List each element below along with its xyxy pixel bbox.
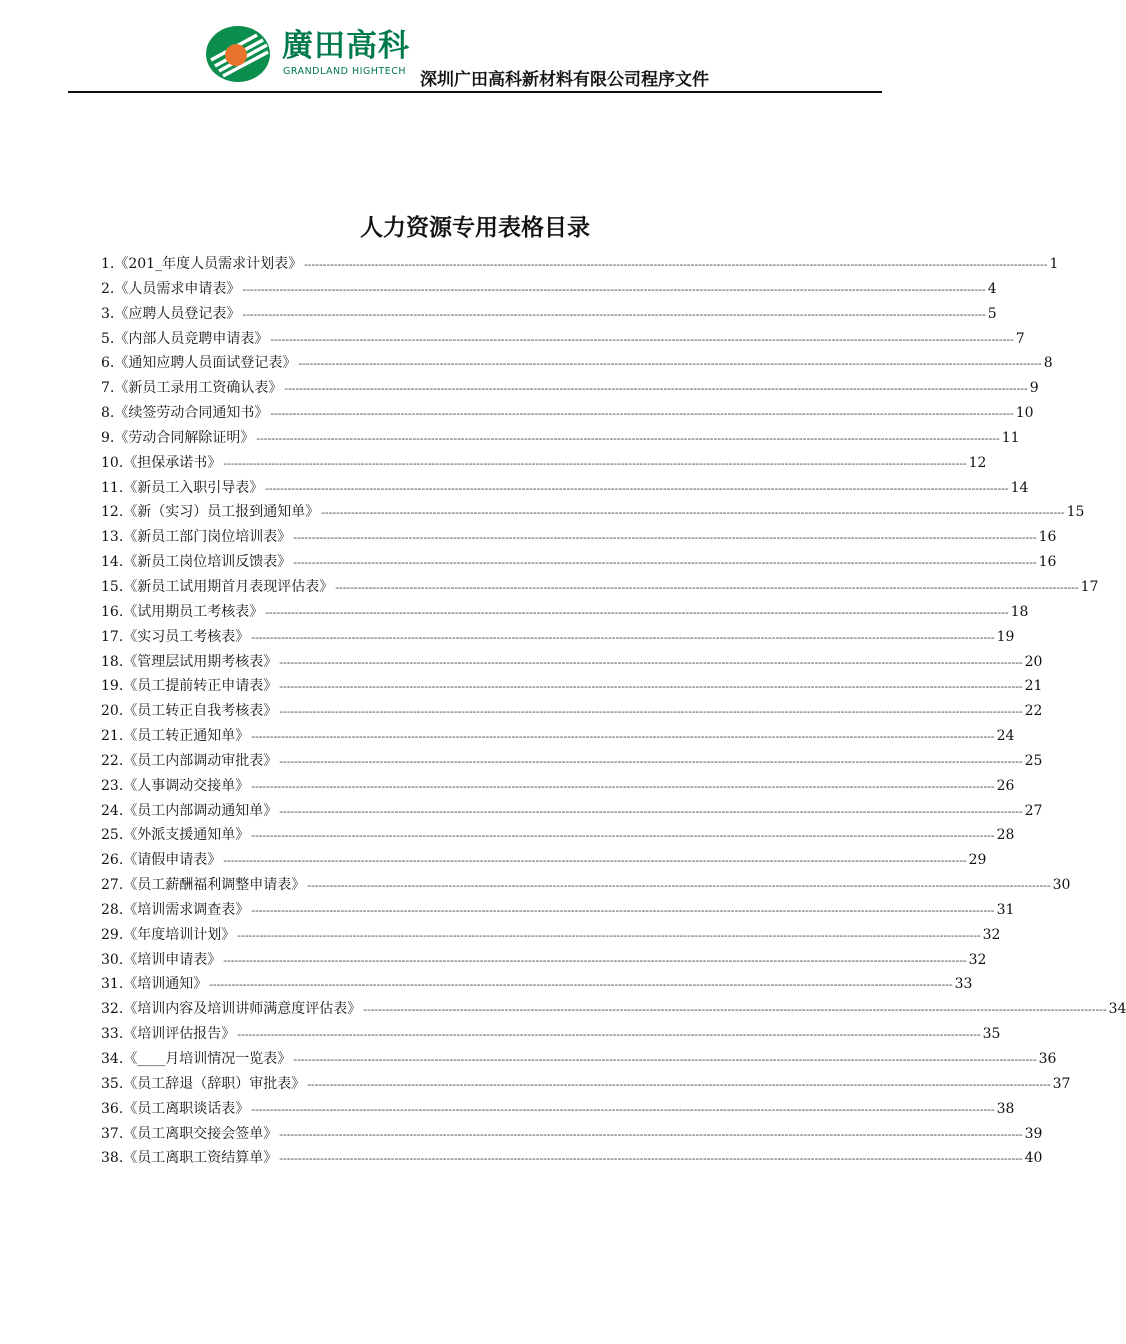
toc-dot-leader: -------------------------------------------------------------------------------------------------------------------------------------------------------------------------------------------------------- — [279, 655, 1023, 669]
toc-entry-page-number: 10 — [1015, 405, 1034, 422]
toc-entry[interactable] — [101, 477, 1029, 502]
header-divider — [68, 91, 882, 93]
toc-dot-leader: -------------------------------------------------------------------------------------------------------------------------------------------------------------------------------------------------------- — [223, 456, 967, 470]
toc-dot-leader: -------------------------------------------------------------------------------------------------------------------------------------------------------------------------------------------------------- — [293, 1053, 1037, 1066]
toc-entry-page-number: 7 — [1015, 330, 1025, 347]
toc-entry-title: 《内部人员竞聘申请表》 — [114, 330, 269, 347]
toc-entry-page-number: 31 — [996, 901, 1015, 918]
toc-entry[interactable] — [101, 551, 1057, 576]
toc-entry[interactable] — [101, 675, 1043, 700]
toc-entry-page-number: 33 — [954, 976, 973, 993]
toc-entry[interactable] — [101, 452, 987, 477]
toc-entry-number: 11. — [101, 479, 124, 496]
toc-entry-number: 14. — [101, 554, 124, 571]
toc-entry-page-number: 5 — [987, 305, 997, 322]
toc-entry-number: 1. — [101, 256, 115, 272]
toc-entry-page-number: 39 — [1024, 1125, 1043, 1142]
toc-entry-number: 31. — [101, 976, 124, 993]
toc-entry-title: 《新员工入职引导表》 — [123, 479, 264, 496]
toc-entry[interactable] — [101, 303, 997, 328]
toc-entry-number: 16. — [101, 603, 124, 620]
toc-entry-number: 27. — [101, 877, 124, 894]
toc-dot-leader: -------------------------------------------------------------------------------------------------------------------------------------------------------------------------------------------------------- — [209, 978, 953, 992]
page-title: 人力资源专用表格目录 — [360, 215, 590, 241]
toc-entry-title: 《培训需求调查表》 — [123, 901, 250, 918]
toc-dot-leader: -------------------------------------------------------------------------------------------------------------------------------------------------------------------------------------------------------- — [270, 332, 1014, 346]
toc-entry-number: 5. — [101, 330, 115, 347]
toc-entry-number: 6. — [101, 355, 115, 372]
toc-entry[interactable] — [101, 775, 1015, 800]
toc-entry-title: 《新员工录用工资确认表》 — [114, 380, 283, 397]
toc-entry-number: 19. — [101, 678, 124, 695]
toc-entry-title: 《员工内部调动通知单》 — [123, 802, 278, 819]
toc-entry-title: 《人员需求申请表》 — [114, 280, 241, 297]
toc-entry-title: 《通知应聘人员面试登记表》 — [114, 355, 297, 372]
company-document-header: 深圳广田高科新材料有限公司程序文件 — [420, 70, 709, 90]
toc-entry-page-number: 32 — [968, 951, 987, 968]
toc-entry-page-number: 34 — [1108, 1001, 1126, 1018]
toc-entry[interactable] — [101, 824, 1015, 849]
toc-entry-title: 《员工薪酬福利调整申请表》 — [123, 877, 306, 894]
toc-entry[interactable] — [101, 800, 1043, 825]
toc-entry-page-number: 26 — [996, 777, 1015, 794]
toc-entry[interactable] — [101, 1098, 1015, 1123]
toc-entry[interactable] — [101, 725, 1015, 750]
toc-entry-number: 32. — [101, 1001, 124, 1018]
toc-entry-title: 《201_年度人员需求计划表》 — [114, 256, 303, 272]
toc-entry[interactable] — [101, 1073, 1071, 1098]
toc-entry-title: 《员工离职工资结算单》 — [123, 1150, 278, 1167]
toc-dot-leader: -------------------------------------------------------------------------------------------------------------------------------------------------------------------------------------------------------- — [293, 556, 1037, 570]
toc-entry-page-number: 36 — [1038, 1051, 1057, 1067]
toc-entry-number: 33. — [101, 1026, 124, 1043]
toc-entry-title: 《员工内部调动审批表》 — [123, 752, 278, 769]
toc-entry-page-number: 14 — [1010, 479, 1029, 496]
toc-dot-leader: -------------------------------------------------------------------------------------------------------------------------------------------------------------------------------------------------------- — [251, 730, 995, 744]
toc-entry-title: 《人事调动交接单》 — [123, 777, 250, 794]
toc-entry-number: 2. — [101, 280, 115, 297]
toc-entry-page-number: 40 — [1024, 1150, 1043, 1167]
toc-entry-page-number: 18 — [1010, 603, 1029, 620]
toc-dot-leader: -------------------------------------------------------------------------------------------------------------------------------------------------------------------------------------------------------- — [279, 804, 1023, 818]
toc-entry-page-number: 16 — [1038, 554, 1057, 571]
toc-entry[interactable] — [101, 651, 1043, 676]
toc-dot-leader: -------------------------------------------------------------------------------------------------------------------------------------------------------------------------------------------------------- — [251, 630, 995, 644]
toc-dot-leader: -------------------------------------------------------------------------------------------------------------------------------------------------------------------------------------------------------- — [270, 407, 1014, 421]
toc-entry-number: 24. — [101, 802, 124, 819]
toc-entry-page-number: 21 — [1024, 678, 1043, 695]
toc-dot-leader: -------------------------------------------------------------------------------------------------------------------------------------------------------------------------------------------------------- — [223, 953, 967, 967]
toc-entry-page-number: 4 — [987, 280, 997, 297]
toc-entry-title: 《培训申请表》 — [123, 951, 222, 968]
toc-dot-leader: -------------------------------------------------------------------------------------------------------------------------------------------------------------------------------------------------------- — [335, 580, 1079, 594]
toc-entry-title: 《员工转正自我考核表》 — [123, 703, 278, 720]
toc-entry-title: 《新员工试用期首月表现评估表》 — [123, 578, 334, 595]
toc-entry-page-number: 1 — [1049, 256, 1059, 272]
toc-entry-title: 《培训评估报告》 — [123, 1026, 236, 1043]
toc-entry-title: 《____月培训情况一览表》 — [123, 1051, 292, 1067]
toc-entry-title: 《外派支援通知单》 — [123, 827, 250, 844]
toc-entry-page-number: 19 — [996, 628, 1015, 645]
brand-name-chinese: 廣田高科 — [282, 28, 410, 64]
toc-entry[interactable] — [101, 501, 1085, 526]
toc-entry-number: 20. — [101, 703, 124, 720]
toc-entry-page-number: 37 — [1052, 1075, 1071, 1092]
toc-entry-number: 23. — [101, 777, 124, 794]
toc-entry-number: 29. — [101, 926, 124, 943]
toc-entry[interactable] — [101, 750, 1043, 775]
toc-entry-number: 9. — [101, 429, 115, 446]
toc-entry[interactable] — [101, 526, 1057, 551]
toc-entry-title: 《管理层试用期考核表》 — [123, 653, 278, 670]
toc-entry-title: 《实习员工考核表》 — [123, 628, 250, 645]
toc-entry-number: 10. — [101, 454, 124, 471]
toc-entry[interactable] — [101, 1147, 1043, 1172]
toc-entry[interactable] — [101, 576, 1099, 601]
toc-dot-leader: -------------------------------------------------------------------------------------------------------------------------------------------------------------------------------------------------------- — [251, 903, 995, 917]
toc-entry[interactable] — [101, 1023, 1001, 1048]
toc-entry[interactable] — [101, 352, 1053, 377]
toc-dot-leader: -------------------------------------------------------------------------------------------------------------------------------------------------------------------------------------------------------- — [279, 754, 1023, 768]
toc-entry-page-number: 27 — [1024, 802, 1043, 819]
toc-dot-leader: -------------------------------------------------------------------------------------------------------------------------------------------------------------------------------------------------------- — [321, 506, 1065, 520]
toc-entry[interactable] — [101, 949, 987, 974]
toc-entry[interactable] — [101, 924, 1001, 949]
toc-entry-number: 13. — [101, 529, 124, 546]
toc-entry[interactable] — [101, 1048, 1057, 1073]
toc-entry-number: 28. — [101, 901, 124, 918]
toc-dot-leader: -------------------------------------------------------------------------------------------------------------------------------------------------------------------------------------------------------- — [251, 1102, 995, 1116]
toc-entry-page-number: 12 — [968, 454, 987, 471]
toc-entry-page-number: 25 — [1024, 752, 1043, 769]
toc-entry-page-number: 24 — [996, 728, 1015, 745]
toc-entry-number: 26. — [101, 852, 124, 869]
toc-entry-number: 15. — [101, 578, 124, 595]
toc-entry-title: 《员工转正通知单》 — [123, 728, 250, 745]
toc-dot-leader: -------------------------------------------------------------------------------------------------------------------------------------------------------------------------------------------------------- — [251, 779, 995, 793]
toc-entry-page-number: 29 — [968, 852, 987, 869]
toc-entry-page-number: 15 — [1066, 504, 1085, 521]
toc-dot-leader: -------------------------------------------------------------------------------------------------------------------------------------------------------------------------------------------------------- — [298, 357, 1042, 371]
toc-entry-number: 18. — [101, 653, 124, 670]
toc-entry-title: 《请假申请表》 — [123, 852, 222, 869]
toc-entry-title: 《劳动合同解除证明》 — [114, 429, 255, 446]
toc-entry-title: 《员工提前转正申请表》 — [123, 678, 278, 695]
toc-entry[interactable] — [101, 601, 1029, 626]
toc-entry-title: 《担保承诺书》 — [123, 454, 222, 471]
toc-entry-number: 3. — [101, 305, 115, 322]
toc-entry-page-number: 30 — [1052, 877, 1071, 894]
toc-entry-page-number: 28 — [996, 827, 1015, 844]
toc-entry-number: 21. — [101, 728, 124, 745]
toc-entry[interactable] — [101, 849, 987, 874]
toc-dot-leader: -------------------------------------------------------------------------------------------------------------------------------------------------------------------------------------------------------- — [284, 382, 1028, 396]
toc-entry-number: 22. — [101, 752, 124, 769]
toc-entry-number: 25. — [101, 827, 124, 844]
toc-entry[interactable] — [101, 899, 1015, 924]
toc-entry-title: 《员工辞退（辞职）审批表》 — [123, 1075, 306, 1092]
toc-entry-page-number: 38 — [996, 1100, 1015, 1117]
toc-entry[interactable] — [101, 700, 1043, 725]
toc-entry-title: 《新员工岗位培训反馈表》 — [123, 554, 292, 571]
toc-dot-leader: -------------------------------------------------------------------------------------------------------------------------------------------------------------------------------------------------------- — [251, 829, 995, 843]
toc-entry-title: 《续签劳动合同通知书》 — [114, 405, 269, 422]
toc-entry[interactable] — [101, 278, 997, 303]
toc-entry-number: 30. — [101, 951, 124, 968]
toc-entry-title: 《应聘人员登记表》 — [114, 305, 241, 322]
toc-dot-leader: -------------------------------------------------------------------------------------------------------------------------------------------------------------------------------------------------------- — [242, 282, 986, 296]
toc-entry-number: 34. — [101, 1051, 124, 1067]
toc-entry[interactable] — [101, 874, 1071, 899]
toc-entry[interactable] — [101, 1123, 1043, 1148]
toc-dot-leader: -------------------------------------------------------------------------------------------------------------------------------------------------------------------------------------------------------- — [242, 307, 986, 321]
toc-dot-leader: -------------------------------------------------------------------------------------------------------------------------------------------------------------------------------------------------------- — [279, 1152, 1023, 1166]
toc-entry-number: 38. — [101, 1150, 124, 1167]
toc-entry-page-number: 9 — [1029, 380, 1039, 397]
brand-name-english: GRANDLAND HIGHTECH — [283, 66, 406, 77]
toc-dot-leader: -------------------------------------------------------------------------------------------------------------------------------------------------------------------------------------------------------- — [293, 531, 1037, 545]
toc-entry-page-number: 35 — [982, 1026, 1001, 1043]
toc-entry-title: 《年度培训计划》 — [123, 926, 236, 943]
toc-entry-title: 《新员工部门岗位培训表》 — [123, 529, 292, 546]
toc-dot-leader: -------------------------------------------------------------------------------------------------------------------------------------------------------------------------------------------------------- — [279, 680, 1023, 694]
toc-entry-page-number: 22 — [1024, 703, 1043, 720]
toc-entry-page-number: 16 — [1038, 529, 1057, 546]
toc-dot-leader: -------------------------------------------------------------------------------------------------------------------------------------------------------------------------------------------------------- — [237, 1028, 981, 1042]
toc-entry-title: 《新（实习）员工报到通知单》 — [123, 504, 320, 521]
toc-entry[interactable] — [101, 402, 1034, 427]
toc-dot-leader: -------------------------------------------------------------------------------------------------------------------------------------------------------------------------------------------------------- — [265, 605, 1009, 619]
toc-dot-leader: -------------------------------------------------------------------------------------------------------------------------------------------------------------------------------------------------------- — [265, 481, 1009, 495]
toc-dot-leader: -------------------------------------------------------------------------------------------------------------------------------------------------------------------------------------------------------- — [304, 258, 1048, 271]
toc-entry-number: 12. — [101, 504, 124, 521]
toc-dot-leader: -------------------------------------------------------------------------------------------------------------------------------------------------------------------------------------------------------- — [307, 1077, 1051, 1091]
toc-entry-title: 《培训内容及培训讲师满意度评估表》 — [123, 1001, 362, 1018]
grandland-logo-icon — [205, 25, 271, 83]
toc-entry-title: 《培训通知》 — [123, 976, 208, 993]
toc-entry-title: 《员工离职谈话表》 — [123, 1100, 250, 1117]
toc-entry[interactable] — [101, 626, 1015, 651]
toc-entry[interactable] — [101, 998, 1126, 1023]
toc-entry-page-number: 11 — [1001, 429, 1020, 446]
toc-entry-number: 37. — [101, 1125, 124, 1142]
toc-dot-leader: -------------------------------------------------------------------------------------------------------------------------------------------------------------------------------------------------------- — [279, 1127, 1023, 1141]
toc-dot-leader: -------------------------------------------------------------------------------------------------------------------------------------------------------------------------------------------------------- — [256, 431, 1000, 445]
toc-entry-title: 《员工离职交接会签单》 — [123, 1125, 278, 1142]
toc-entry-number: 7. — [101, 380, 115, 397]
toc-entry[interactable] — [101, 253, 1059, 278]
toc-entry[interactable] — [101, 427, 1020, 452]
toc-entry-title: 《试用期员工考核表》 — [123, 603, 264, 620]
toc-entry-number: 17. — [101, 628, 124, 645]
toc-entry-page-number: 8 — [1043, 355, 1053, 372]
toc-entry-number: 36. — [101, 1100, 124, 1117]
toc-entry[interactable] — [101, 328, 1025, 353]
toc-dot-leader: -------------------------------------------------------------------------------------------------------------------------------------------------------------------------------------------------------- — [237, 928, 981, 942]
toc-entry-page-number: 32 — [982, 926, 1001, 943]
table-of-contents — [101, 253, 1126, 1172]
toc-dot-leader: -------------------------------------------------------------------------------------------------------------------------------------------------------------------------------------------------------- — [307, 879, 1051, 893]
toc-dot-leader: -------------------------------------------------------------------------------------------------------------------------------------------------------------------------------------------------------- — [279, 705, 1023, 719]
toc-dot-leader: -------------------------------------------------------------------------------------------------------------------------------------------------------------------------------------------------------- — [363, 1003, 1107, 1017]
toc-entry-page-number: 17 — [1080, 578, 1099, 595]
toc-entry-number: 8. — [101, 405, 115, 422]
toc-dot-leader: -------------------------------------------------------------------------------------------------------------------------------------------------------------------------------------------------------- — [223, 854, 967, 868]
toc-entry-number: 35. — [101, 1075, 124, 1092]
toc-entry-page-number: 20 — [1024, 653, 1043, 670]
toc-entry[interactable] — [101, 973, 973, 998]
toc-entry[interactable] — [101, 377, 1039, 402]
